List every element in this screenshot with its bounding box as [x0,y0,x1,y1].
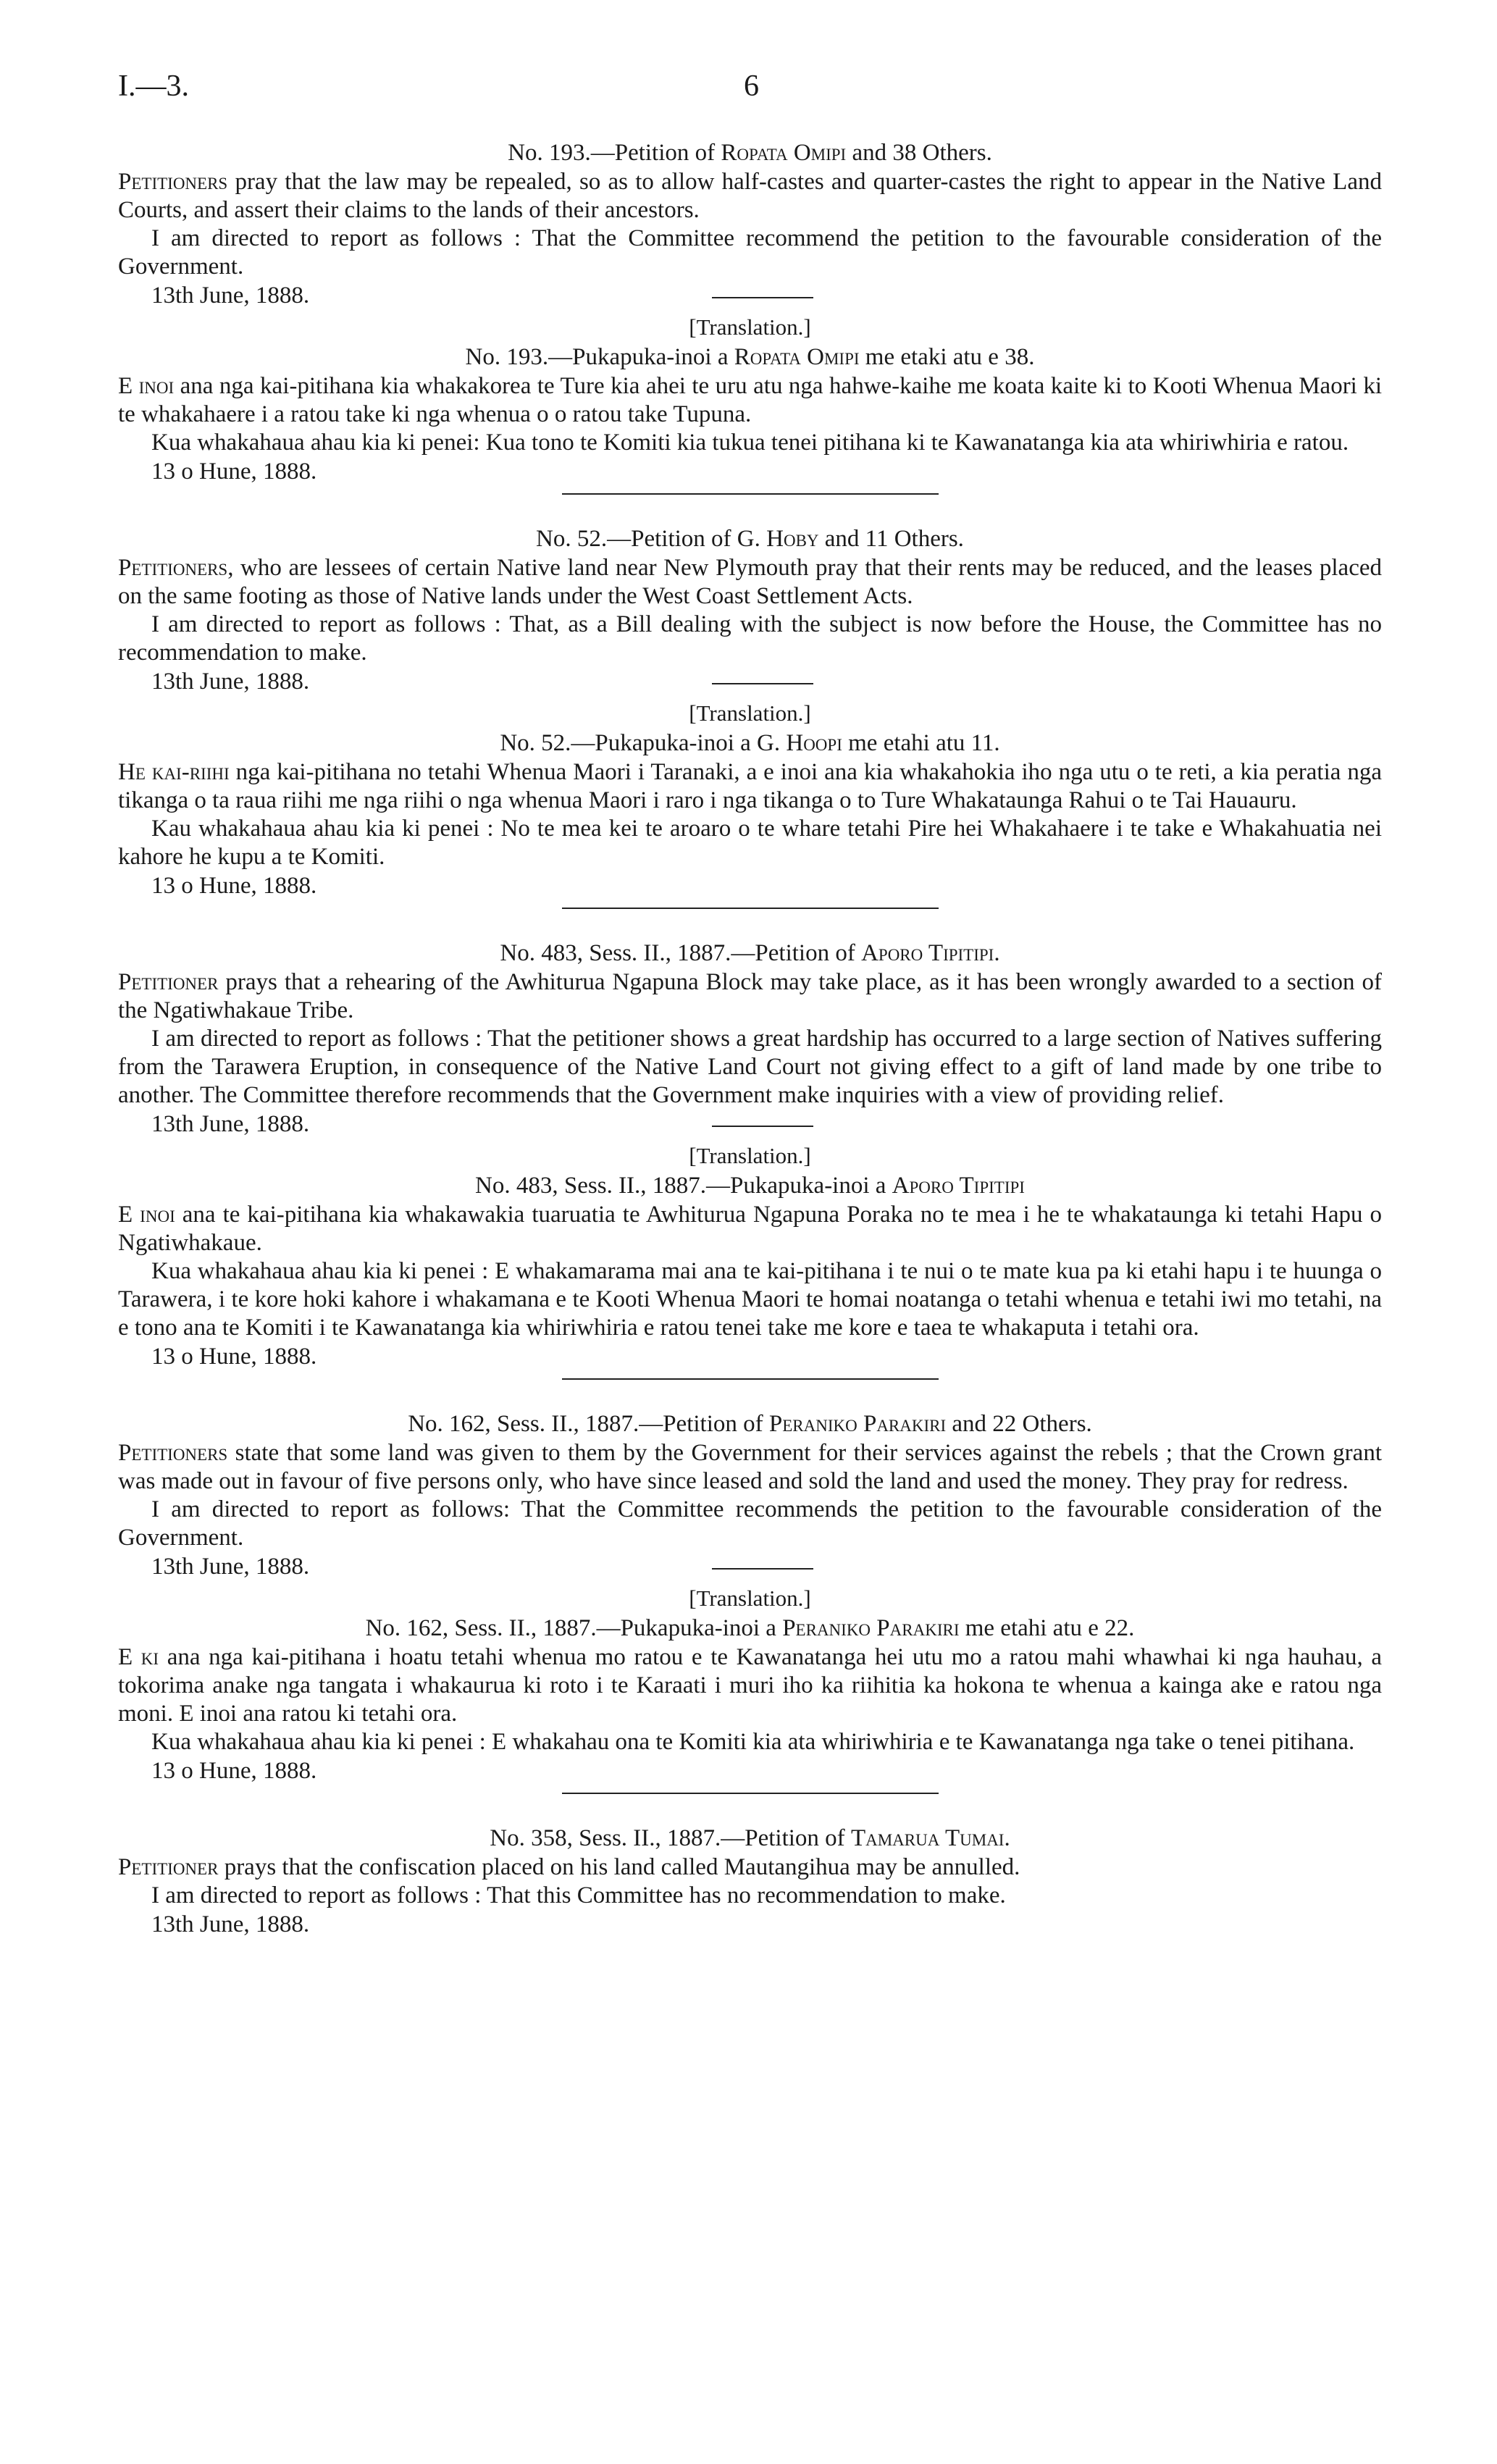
translation-label: [Translation.] [689,314,811,340]
divider-short [712,1568,813,1570]
translation-heading: No. 52.—Pukapuka-inoi a G. Hoopi me etahi atu 11. [500,730,1000,756]
translation-summary: E inoi ana nga kai-pitihana kia whakakorea te Ture kia ahei te uru atu nga hahwe-kaihe me koata kaite ki to Kooti Whenua Maori ki te whakahaere i a ratou take ki nga whenua o o ratou take Tupuna. [118,373,1382,427]
petition-summary: Petitioner prays that the confiscation placed on his land called Mautangihua may be annulled. [118,1854,1020,1880]
petition-section [118,1409,1382,1794]
page [118,69,1382,1939]
report-date-row [118,1552,1382,1581]
divider-short [712,683,813,684]
report-date: 13th June, 1888. [151,669,310,695]
divider-short [712,1126,813,1127]
petition-heading: No. 52.—Petition of G. Hoby and 11 Others. [536,526,964,552]
translation-summary: E ki ana nga kai-pitihana i hoatu tetahi whenua mo ratou e te Kawanatanga hei utu mo a ratou mahi whawhai ki nga hauhau, a tokorima anake nga tangata i whakaurua ki roto i te Karaati i muri iho ka riihitia ka hokona te whenua a kainga ake e ratou nga moni. E inoi ana ratou ki tetahi ora. [118,1644,1382,1727]
paper-reference: I.—3. [118,70,189,103]
translation-date: 13 o Hune, 1888. [151,1758,317,1784]
committee-report: I am directed to report as follows: That the Committee recommends the petition to the favourable consideration of the Government. [118,1496,1382,1551]
translation-heading: No. 162, Sess. II., 1887.—Pukapuka-inoi a Peraniko Parakiri me etahi atu e 22. [365,1615,1135,1641]
petition-section [118,1823,1382,1939]
translation-report: Kau whakahaua ahau kia ki penei : No te mea kei te aroaro o te whare tetahi Pire hei Whakahaere i te take e Whakahuatia nei kahore he kupu a te Komiti. [118,816,1382,870]
petition-summary: Petitioners pray that the law may be repealed, so as to allow half-castes and quarter-castes the right to appear in the Native Land Courts, and assert their claims to the lands of their ancestors. [118,169,1382,223]
translation-date: 13 o Hune, 1888. [151,873,317,899]
committee-report: I am directed to report as follows : That this Committee has no recommendation to make. [151,1882,1006,1908]
committee-report: I am directed to report as follows : That, as a Bill dealing with the subject is now before the House, the Committee has no recommendation to make. [118,611,1382,666]
petition-section [118,524,1382,909]
translation-report: Kua whakahaua ahau kia ki penei : E whakamarama mai ana te kai-pitihana i te nui o te mate kua pa ki etahi hapu i te huunga o Tarawera, i te kore hoki kahore i whakamana e te Kooti Whenua Maori te homai noatanga o tetahi whenua e tetahi iwi mo tetahi, na e tono ana te Komiti i te Kawanatanga kia whiriwhiria e ratou tenei take me kore e taea te whakaputa i tetahi ora. [118,1258,1382,1341]
petition-heading: No. 483, Sess. II., 1887.—Petition of Aporo Tipitipi. [500,940,1000,966]
translation-summary: He kai-riihi nga kai-pitihana no tetahi Whenua Maori i Taranaki, a e inoi ana kia whakahokia iho nga utu o te reti, a kia peratia nga tikanga o ta raua riihi me nga riihi o nga whenua Maori i raro i nga tikanga o to Ture Whakataunga Rahui o te Tai Hauauru. [118,759,1382,813]
report-date-row [118,1110,1382,1139]
petition-summary: Petitioners state that some land was given to them by the Government for their services against the rebels ; that the Crown grant was made out in favour of five persons only, who have since leased and sold the land and used the money. They pray for redress. [118,1440,1382,1494]
translation-summary: E inoi ana te kai-pitihana kia whakawakia tuaruatia te Awhiturua Ngapuna Poraka no te mea i he te whakataunga ki tetahi Hapu o Ngatiwhakaue. [118,1202,1382,1256]
translation-report: Kua whakahaua ahau kia ki penei: Kua tono te Komiti kia tukua tenei pitihana ki te Kawanatanga kia ata whiriwhiria e ratou. [151,429,1349,456]
translation-label: [Translation.] [689,1143,811,1168]
report-date: 13th June, 1888. [151,282,310,309]
petition-summary: Petitioner prays that a rehearing of the Awhiturua Ngapuna Block may take place, as it has been wrongly awarded to a section of the Ngatiwhakaue Tribe. [118,969,1382,1023]
report-date: 13th June, 1888. [151,1554,310,1580]
page-number: 6 [744,70,759,103]
page-header [118,69,1382,138]
report-date-row [118,281,1382,310]
petition-section [118,938,1382,1380]
translation-label: [Translation.] [689,700,811,726]
translation-heading: No. 193.—Pukapuka-inoi a Ropata Omipi me etaki atu e 38. [465,344,1035,370]
translation-heading: No. 483, Sess. II., 1887.—Pukapuka-inoi a Aporo Tipitipi [475,1173,1025,1199]
petition-heading: No. 358, Sess. II., 1887.—Petition of Tamarua Tumai. [490,1825,1010,1851]
petition-heading: No. 162, Sess. II., 1887.—Petition of Peraniko Parakiri and 22 Others. [408,1411,1092,1437]
divider-short [712,297,813,298]
translation-date: 13 o Hune, 1888. [151,458,317,485]
report-date: 13th June, 1888. [151,1111,310,1137]
committee-report: I am directed to report as follows : That the Committee recommend the petition to the favourable consideration of the Government. [118,225,1382,280]
petition-section [118,138,1382,495]
petition-heading: No. 193.—Petition of Ropata Omipi and 38 Others. [508,140,992,166]
translation-label: [Translation.] [689,1585,811,1611]
report-date-row [118,667,1382,696]
translation-report: Kua whakahaua ahau kia ki penei : E whakahau ona te Komiti kia ata whiriwhiria e te Kawanatanga nga take o tenei pitihana. [151,1729,1355,1755]
committee-report: I am directed to report as follows : That the petitioner shows a great hardship has occurred to a large section of Natives suffering from the Tarawera Eruption, in consequence of the Native Land Court not giving effect to a gift of land made by one tribe to another. The Committee therefore recommends that the Government make inquiries with a view of providing relief. [118,1026,1382,1108]
petition-summary: Petitioners, who are lessees of certain Native land near New Plymouth pray that their rents may be reduced, and the leases placed on the same footing as those of Native lands under the West Coast Settlement Acts. [118,555,1382,609]
translation-date: 13 o Hune, 1888. [151,1344,317,1370]
report-date: 13th June, 1888. [151,1911,310,1937]
